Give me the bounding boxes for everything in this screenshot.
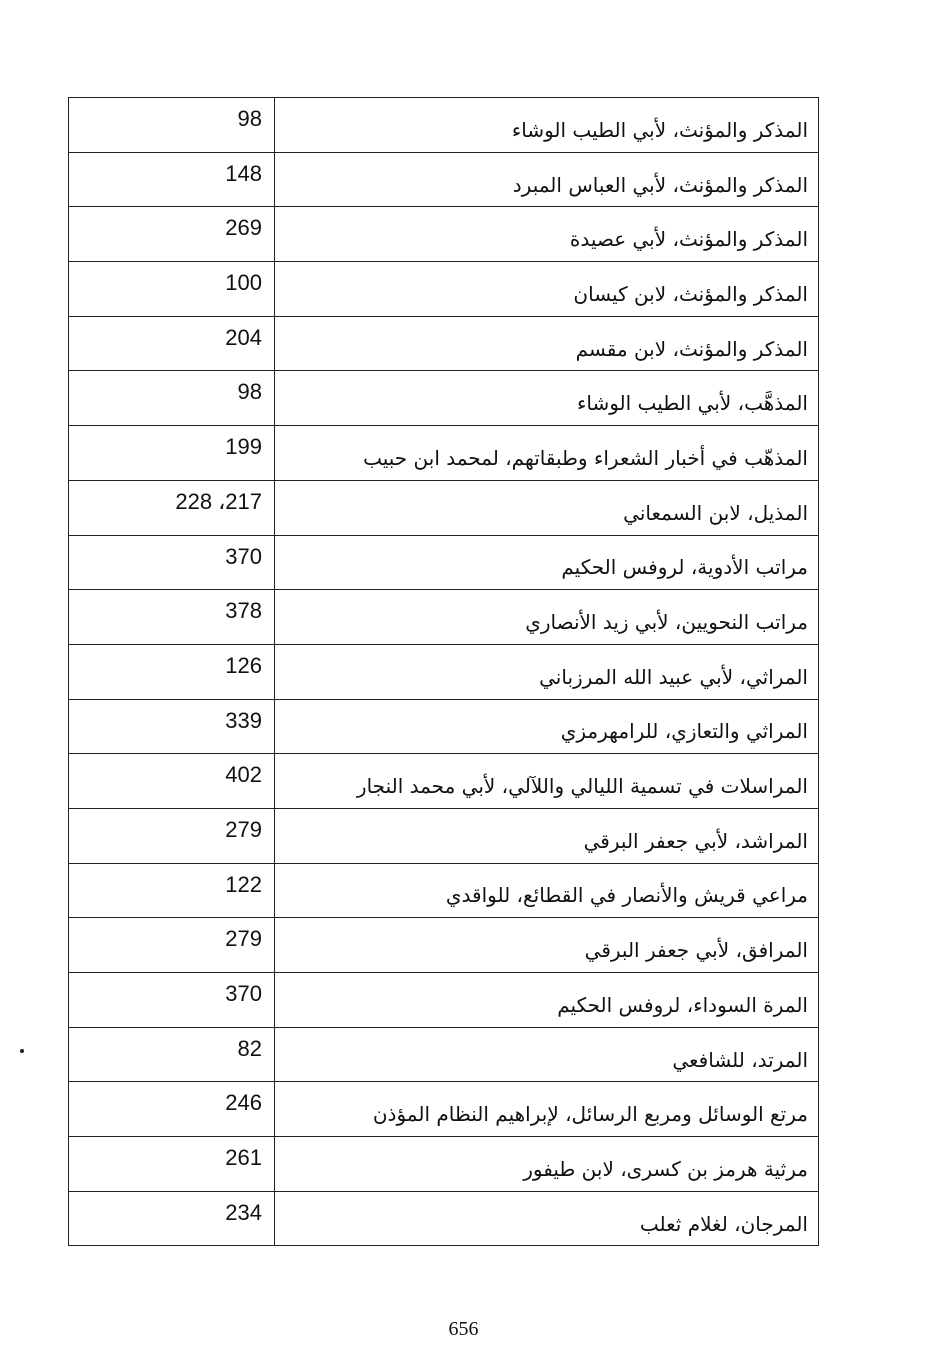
book-title-cell: المذكر والمؤنث، لابن كيسان	[275, 262, 819, 317]
table-row	[69, 426, 819, 481]
page-reference-cell: 98	[69, 98, 275, 153]
table-row	[69, 535, 819, 590]
page-number: 656	[448, 1318, 479, 1340]
index-table-body	[69, 98, 819, 1246]
book-title-cell: المذهَّب، لأبي الطيب الوشاء	[275, 371, 819, 426]
page-reference-cell: 279	[69, 808, 275, 863]
table-row	[69, 152, 819, 207]
page-reference-cell: 148	[69, 152, 275, 207]
book-title-cell: المذكر والمؤنث، لأبي الطيب الوشاء	[275, 98, 819, 153]
table-row	[69, 699, 819, 754]
page-reference-cell: 100	[69, 262, 275, 317]
table-row	[69, 1027, 819, 1082]
page-reference-cell: 339	[69, 699, 275, 754]
table-row	[69, 754, 819, 809]
book-title-cell: المذهّب في أخبار الشعراء وطبقاتهم، لمحمد ابن حبيب	[275, 426, 819, 481]
page-reference-cell: 126	[69, 644, 275, 699]
book-title-cell: المرجان، لغلام ثعلب	[275, 1191, 819, 1246]
page-reference-cell: 370	[69, 973, 275, 1028]
book-title-cell: مراعي قريش والأنصار في القطائع، للواقدي	[275, 863, 819, 918]
table-row	[69, 1137, 819, 1192]
book-title-cell: المراثي والتعازي، للرامهرمزي	[275, 699, 819, 754]
book-title-cell: المذكر والمؤنث، لأبي عصيدة	[275, 207, 819, 262]
page-reference-cell: 98	[69, 371, 275, 426]
page-reference-cell: 246	[69, 1082, 275, 1137]
table-row	[69, 207, 819, 262]
book-title-cell: المراثي، لأبي عبيد الله المرزباني	[275, 644, 819, 699]
page-reference-cell: 82	[69, 1027, 275, 1082]
table-row	[69, 590, 819, 645]
book-title-cell: مرتع الوسائل ومربع الرسائل، لإبراهيم النظام المؤذن	[275, 1082, 819, 1137]
page-reference-cell: 228 ،217	[69, 480, 275, 535]
book-title-cell: المرافق، لأبي جعفر البرقي	[275, 918, 819, 973]
book-title-cell: المرة السوداء، لروفس الحكيم	[275, 973, 819, 1028]
book-title-cell: المذكر والمؤنث، لأبي العباس المبرد	[275, 152, 819, 207]
page-reference-cell: 378	[69, 590, 275, 645]
table-row	[69, 973, 819, 1028]
book-title-cell: المذكر والمؤنث، لابن مقسم	[275, 316, 819, 371]
table-row	[69, 316, 819, 371]
book-title-cell: مراتب النحويين، لأبي زيد الأنصاري	[275, 590, 819, 645]
book-title-cell: المراشد، لأبي جعفر البرقي	[275, 808, 819, 863]
table-row	[69, 1191, 819, 1246]
book-title-cell: المذيل، لابن السمعاني	[275, 480, 819, 535]
table-row	[69, 863, 819, 918]
book-title-cell: مرثية هرمز بن كسرى، لابن طيفور	[275, 1137, 819, 1192]
page-reference-cell: 122	[69, 863, 275, 918]
book-title-cell: المراسلات في تسمية الليالي واللآلي، لأبي محمد النجار	[275, 754, 819, 809]
table-row	[69, 1082, 819, 1137]
table-row	[69, 262, 819, 317]
table-row	[69, 98, 819, 153]
page-reference-cell: 269	[69, 207, 275, 262]
page-reference-cell: 234	[69, 1191, 275, 1246]
book-title-cell: مراتب الأدوية، لروفس الحكيم	[275, 535, 819, 590]
table-row	[69, 808, 819, 863]
index-table	[68, 97, 819, 1246]
page-reference-cell: 402	[69, 754, 275, 809]
page-reference-cell: 279	[69, 918, 275, 973]
table-row	[69, 644, 819, 699]
table-row	[69, 480, 819, 535]
table-row	[69, 918, 819, 973]
page-reference-cell: 370	[69, 535, 275, 590]
page-reference-cell: 261	[69, 1137, 275, 1192]
stray-mark	[20, 1049, 24, 1053]
table-row	[69, 371, 819, 426]
page-reference-cell: 199	[69, 426, 275, 481]
page-reference-cell: 204	[69, 316, 275, 371]
book-title-cell: المرتد، للشافعي	[275, 1027, 819, 1082]
